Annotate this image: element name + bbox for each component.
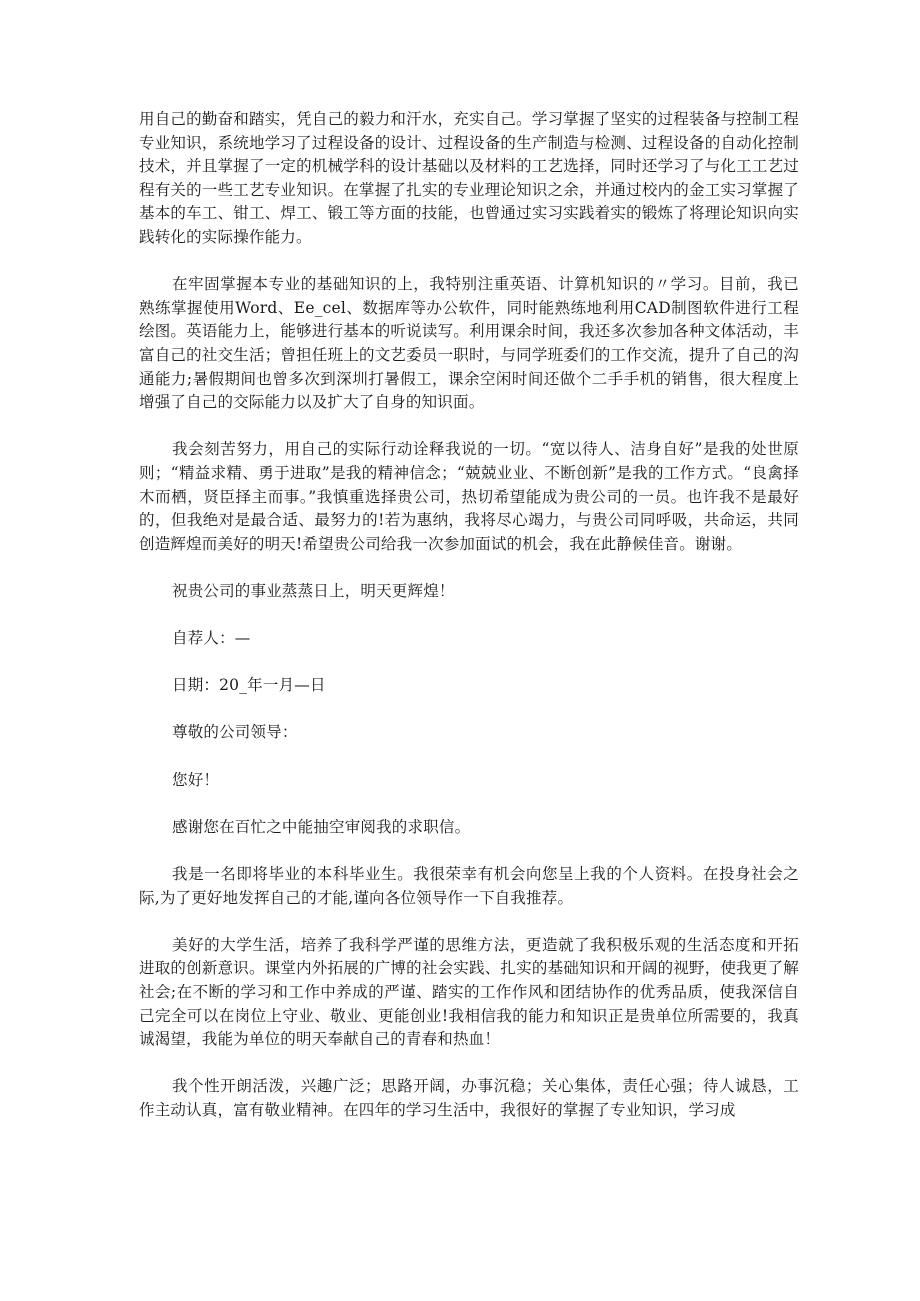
paragraph-skills-intro: 用自己的勤奋和踏实，凭自己的毅力和汗水，充实自己。学习掌握了坚实的过程装备与控制工程专业知识，系统地学习了过程设备的设计、过程设备的生产制造与检测、过程设备的自动化控制技术，并且掌握了一定的机械学科的设计基础以及材料的工艺选择，同时还学习了与化工工艺过程有关的一些工艺专业知识。在掌握了扎实的专业理论知识之余，并通过校内的金工实习掌握了基本的车工、钳工、焊工、锻工等方面的技能，也曾通过实习实践着实的锻炼了将理论知识向实践转化的实际操作能力。 [139,110,799,246]
paragraph-thanks: 感谢您在百忙之中能抽空审阅我的求职信。 [172,817,471,836]
paragraph-self-intro: 我是一名即将毕业的本科毕业生。我很荣幸有机会向您呈上我的个人资料。在投身社会之际,为了更好地发挥自己的才能,谨向各位领导作一下自我推荐。 [139,865,799,907]
paragraph-commitment: 我会刻苦努力，用自己的实际行动诠释我说的一切。“宽以待人、洁身自好”是我的处世原则；“精益求精、勇于进取”是我的精神信念；“兢兢业业、不断创新”是我的工作方式。“良禽择木而栖，贤臣择主而事。”我慎重选择贵公司，热切希望能成为贵公司的一员。也许我不是最好的，但我绝对是最合适、最努力的!若为惠纳，我将尽心竭力，与贵公司同呼吸，共命运，共同创造辉煌而美好的明天!希望贵公司给我一次参加面试的机会，我在此静候佳音。谢谢。 [139,440,799,553]
date-line: 日期：20_年一月—日 [172,676,326,695]
paragraph-university-life: 美好的大学生活，培养了我科学严谨的思维方法，更造就了我积极乐观的生活态度和开拓进取的创新意识。课堂内外拓展的广博的社会实践、扎实的基础知识和开阔的视野，使我更了解社会;在不断的学习和工作中养成的严谨、踏实的工作作风和团结协作的优秀品质，使我深信自己完全可以在岗位上守业、敬业、更能创业!我相信我的能力和知识正是贵单位所需要的，我真诚渴望，我能为单位的明天奉献自己的青春和热血！ [139,935,799,1049]
greeting: 您好！ [172,770,220,789]
paragraph-computer-english: 在牢固掌握本专业的基础知识的上，我特别注重英语、计算机知识的〃学习。目前，我已熟练掌握使用Word、Ee_cel、数据库等办公软件，同时能熟练地利用CAD制图软件进行工程绘图。英语能力上，能够进行基本的听说读写。利用课余时间，我还多次参加各种文体活动，丰富自己的社交生活；曾担任班上的文艺委员一职时，与同学班委们的工作交流，提升了自己的沟通能力;暑假期间也曾多次到深圳打暑假工，课余空闲时间还做个二手手机的销售，很大程度上增强了自己的交际能力以及扩大了自身的知识面。 [139,275,799,412]
paragraph-wishes: 祝贵公司的事业蒸蒸日上，明天更辉煌！ [172,581,455,600]
signature-line: 自荐人：— [172,629,251,648]
document-body [139,108,799,1146]
paragraph-personality: 我个性开朗活泼，兴趣广泛；思路开阔，办事沉稳；关心集体，责任心强；待人诚恳，工作主动认真，富有敬业精神。在四年的学习生活中，我很好的掌握了专业知识，学习成 [139,1077,799,1119]
salutation: 尊敬的公司领导： [172,723,298,742]
